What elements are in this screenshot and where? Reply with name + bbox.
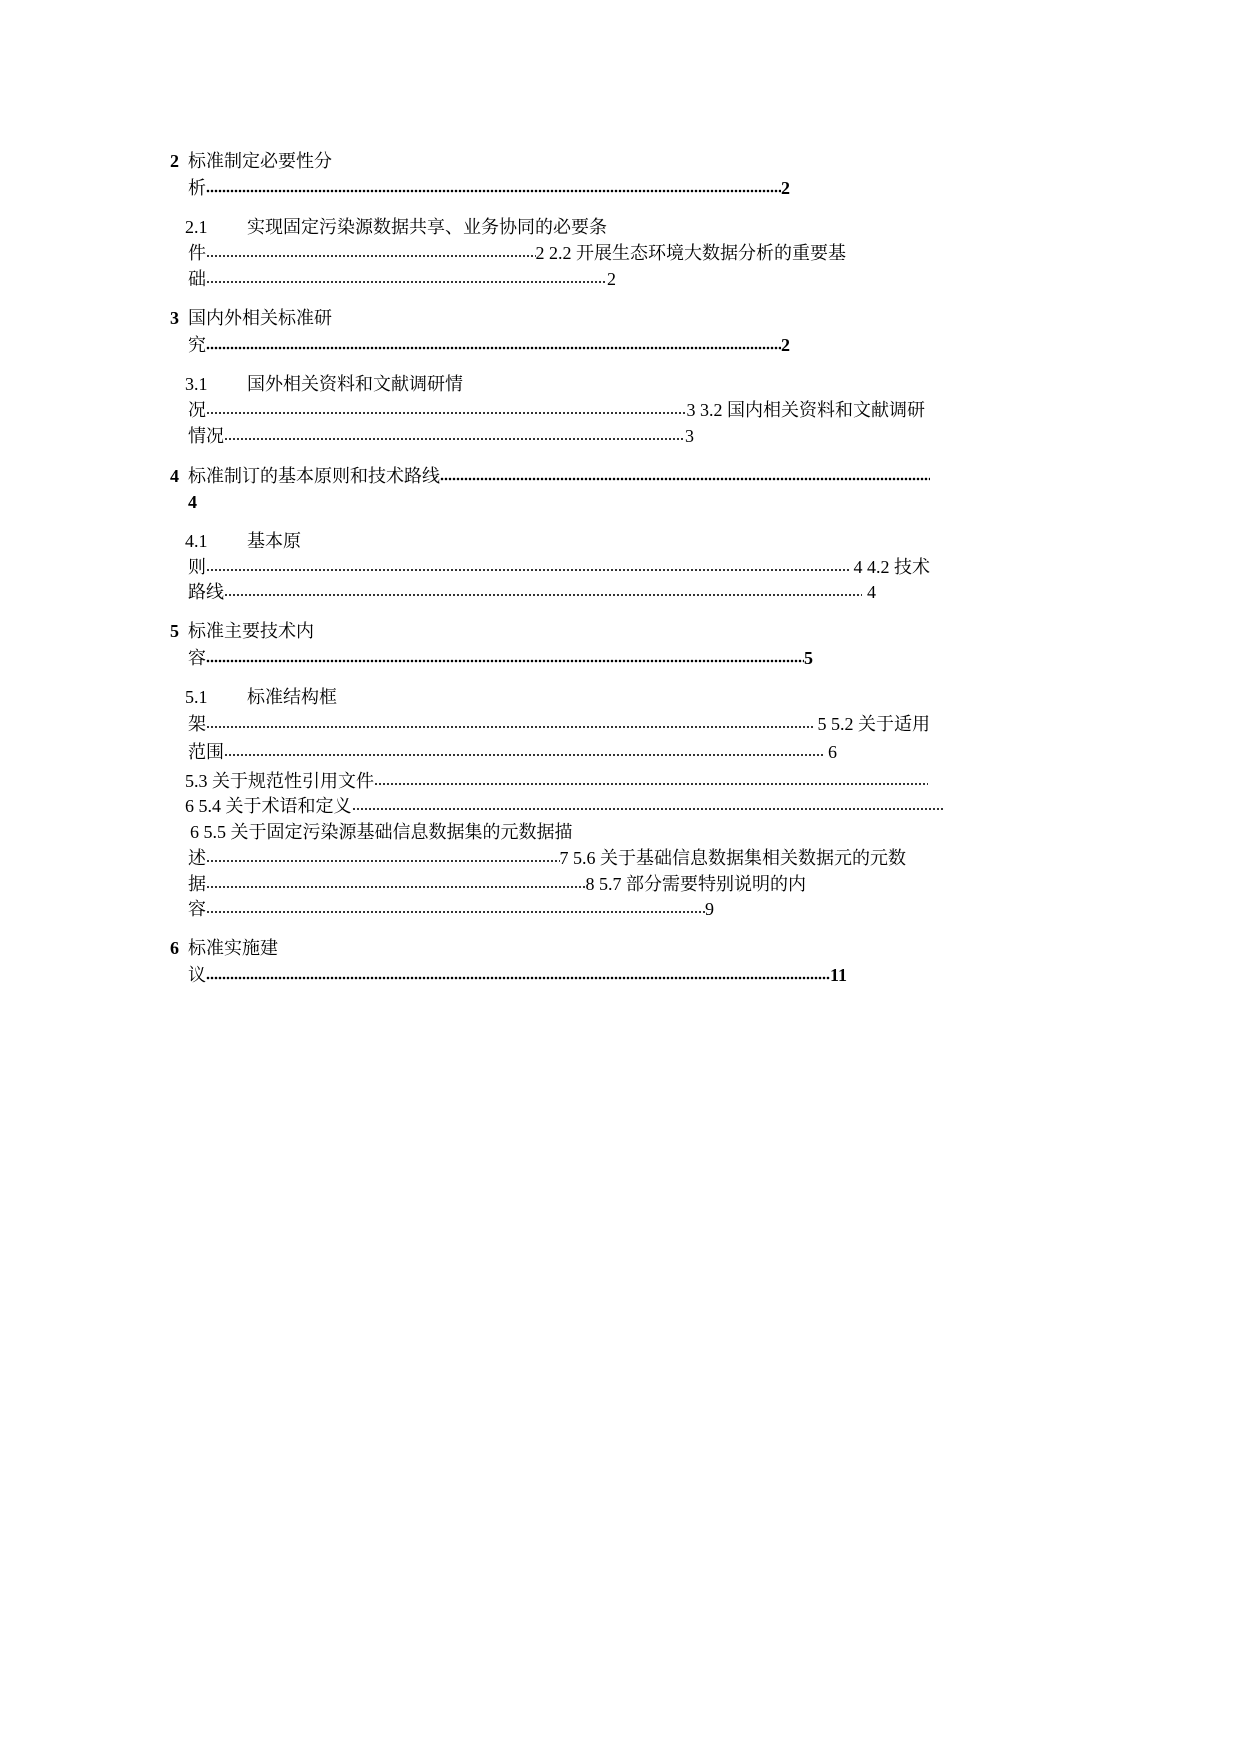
section-number: 4 [170,466,179,486]
section-title-cont: 况 [188,400,206,420]
section-title: 标准主要技术内 [188,621,314,641]
section-title: 标准制订的基本原则和技术路线 [188,466,440,486]
leader-dots [206,724,813,730]
toc-entry-5-2[interactable] [188,740,837,764]
toc-entry-5-5[interactable] [188,846,906,870]
toc-entry-4-1[interactable] [188,555,930,579]
toc-entry-2-2[interactable] [188,267,616,291]
leader-dots [206,188,781,194]
toc-entry-2[interactable] [188,176,790,200]
toc-entry-6[interactable] [188,963,847,987]
section-title-cont: 究 [188,335,206,355]
page-number: 5 5.2 关于适用 [817,714,930,734]
toc-heading-2-1[interactable] [185,215,607,239]
page-number: 9 [705,899,714,919]
section-title-cont: 件 [188,243,206,263]
leader-dots [206,567,849,573]
page-number: 8 5.7 部分需要特别说明的内 [585,874,806,894]
section-title: 6 5.4 关于术语和定义 [185,796,352,816]
toc-entry-2-1[interactable] [188,241,846,265]
leader-dots [224,592,862,598]
page-number: 2 [781,178,790,198]
leader-dots [206,253,536,259]
section-number: 2.1 [185,217,208,237]
toc-heading-4-1[interactable] [185,529,301,553]
leader-dots [440,476,930,482]
leader-dots [352,806,945,812]
section-title: 标准结构框 [247,687,337,707]
section-title-cont: 础 [188,269,206,289]
toc-heading-3[interactable] [170,306,332,330]
page-number: 2 [607,269,616,289]
leader-dots [206,884,586,890]
leader-dots [206,410,687,416]
section-title-cont: 容 [188,899,206,919]
section-title: 6 5.5 关于固定污染源基础信息数据集的元数据描 [190,822,573,842]
page-number: 4 [867,582,876,602]
toc-heading-2[interactable] [170,149,332,173]
toc-entry-5-7[interactable] [188,897,714,921]
section-title-cont: 范围 [188,742,224,762]
section-number: 2 [170,151,179,171]
page-number: 6 [828,742,837,762]
page-number: 2 2.2 开展生态环境大数据分析的重要基 [535,243,846,263]
toc-heading-5-1[interactable] [185,685,337,709]
section-number: 4.1 [185,531,208,551]
section-title-cont: 据 [188,874,206,894]
toc-heading-5-5[interactable] [190,820,573,844]
toc-entry-5-6[interactable] [188,872,806,896]
toc-entry-3-2[interactable] [188,424,694,448]
section-title-cont: 则 [188,557,206,577]
leader-dots [206,279,607,285]
section-title: 标准制定必要性分 [188,151,332,171]
section-title-cont: 路线 [188,582,224,602]
section-number: 5.1 [185,687,208,707]
section-title-cont: 述 [188,848,206,868]
section-title-cont: 析 [188,178,206,198]
section-number: 6 [170,938,179,958]
toc-entry-3[interactable] [188,333,790,357]
toc-entry-5-3[interactable] [185,769,928,793]
toc-entry-5-1[interactable] [188,712,930,736]
section-title: 实现固定污染源数据共享、业务协同的必要条 [247,217,607,237]
leader-dots [206,975,830,981]
leader-dots [374,781,928,787]
section-title: 5.3 关于规范性引用文件 [185,771,374,791]
section-title: 基本原 [247,531,301,551]
toc-entry-3-1[interactable] [188,398,925,422]
section-number: 3 [170,308,179,328]
section-number: 3.1 [185,374,208,394]
page-number: 4 [188,492,197,512]
leader-dots [224,752,823,758]
page-number: 4 4.2 技术 [853,557,930,577]
leader-dots [206,345,781,351]
toc-heading-5[interactable] [170,619,314,643]
section-number: 5 [170,621,179,641]
toc-entry-5-4[interactable] [185,794,944,818]
leader-dots [206,658,804,664]
page-number: 3 3.2 国内相关资料和文献调研 [686,400,925,420]
toc-heading-4[interactable] [170,464,930,488]
section-title-cont: 议 [188,965,206,985]
leader-dots [224,436,685,442]
page-number: 5 [804,648,813,668]
section-title: 国内外相关标准研 [188,308,332,328]
section-title-cont: 情况 [188,426,224,446]
section-title-cont: 容 [188,648,206,668]
section-title: 国外相关资料和文献调研情 [247,374,463,394]
toc-entry-4-page[interactable] [188,490,197,514]
page-number: 3 [685,426,694,446]
section-title-cont: 架 [188,714,206,734]
page-number: 7 5.6 关于基础信息数据集相关数据元的元数 [559,848,906,868]
section-title: 标准实施建 [188,938,278,958]
page-number: 2 [781,335,790,355]
toc-entry-4-2[interactable] [188,580,876,604]
leader-dots [206,858,560,864]
toc-heading-3-1[interactable] [185,372,463,396]
toc-heading-6[interactable] [170,936,278,960]
toc-entry-5[interactable] [188,646,813,670]
leader-dots [206,909,705,915]
page-number: 11 [829,965,847,985]
